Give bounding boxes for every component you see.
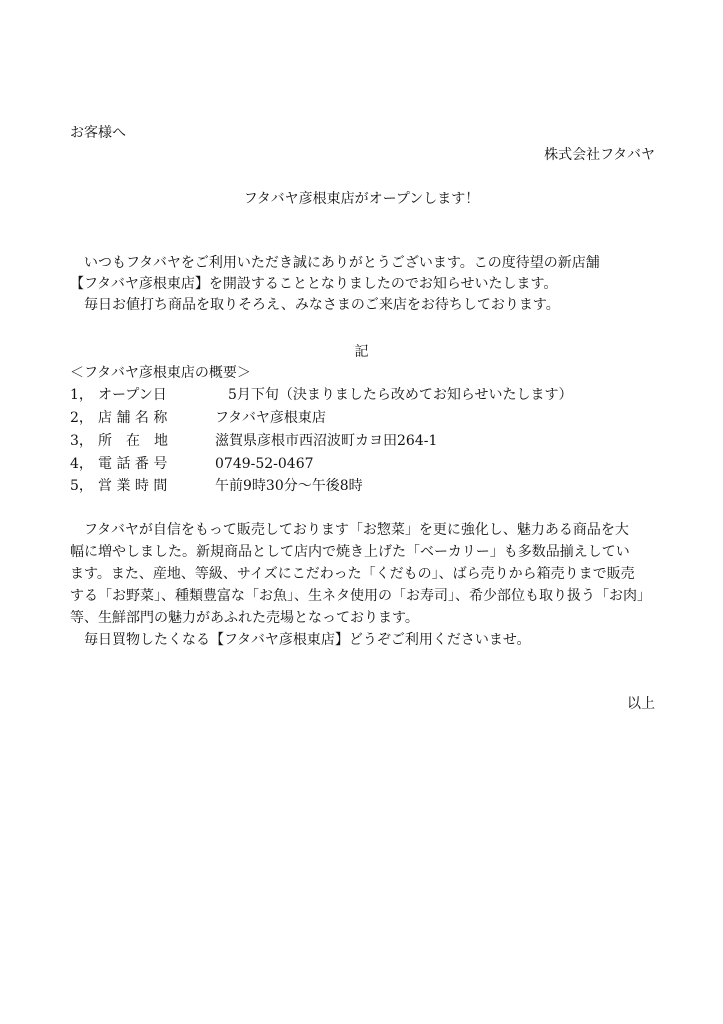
item-label: オープン日 [98, 387, 167, 403]
item-label: 所 在 地 [98, 433, 168, 449]
item-value: 午前9時30分～午後8時 [215, 478, 363, 494]
body-line-5: 等、生鮮部門の魅力があふれた売場となっております。 [70, 610, 419, 626]
item-number: 5， [70, 478, 93, 494]
item-number: 3， [70, 433, 93, 449]
notice-title: フタバヤ彦根東店がオープンします！ [243, 191, 480, 207]
body-line-2: 幅に増やしました。新規商品として店内で焼き上げた「ベーカリー」も多数品揃えしてい [70, 544, 630, 560]
overview-item [0, 432, 723, 450]
overview-item [0, 409, 723, 427]
item-value: 0749-52-0467 [215, 456, 314, 472]
ki-heading: 記 [354, 344, 369, 360]
closing-line: 毎日買物したくなる【フタバヤ彦根東店】どうぞご利用くださいませ。 [84, 632, 531, 648]
ijou-end-mark: 以上 [627, 696, 655, 712]
intro-line-3: 毎日お値打ち商品を取りそろえ、みなさまのご来店をお待ちしております。 [84, 297, 560, 313]
item-number: 1， [70, 387, 93, 403]
overview-item [0, 455, 723, 473]
item-label: 電 話 番 号 [98, 456, 168, 472]
item-value: フタバヤ彦根東店 [215, 410, 326, 426]
item-value: 5月下旬（決まりましたら改めてお知らせいたします） [228, 387, 573, 403]
body-line-1: フタバヤが自信をもって販売しております「お惣菜」を更に強化し、魅力ある商品を大 [84, 522, 629, 538]
item-label: 営 業 時 間 [98, 478, 168, 494]
intro-line-2: 【フタバヤ彦根東店】を開設することとなりましたのでお知らせいたします。 [70, 276, 558, 292]
item-label: 店 舗 名 称 [98, 410, 168, 426]
intro-line-1: いつもフタバヤをご利用いただき誠にありがとうございます。この度待望の新店舗 [84, 255, 600, 271]
overview-item [0, 477, 723, 495]
salutation: お客様へ [70, 125, 126, 141]
sender-company: 株式会社フタバヤ [544, 147, 655, 163]
item-number: 4， [70, 456, 93, 472]
item-value: 滋賀県彦根市西沼波町カヨ田264-1 [215, 433, 438, 449]
item-number: 2， [70, 410, 93, 426]
body-line-3: ます。また、産地、等級、サイズにこだわった「くだもの」、ばら売りから箱売りまで販売 [70, 566, 635, 582]
body-line-4: する「お野菜」、種類豊富な「お魚」、生ネタ使用の「お寿司」、希少部位も取り扱う「お肉」 [70, 588, 651, 604]
overview-item [0, 386, 723, 404]
overview-heading: ＜フタバヤ彦根東店の概要＞ [70, 365, 251, 381]
